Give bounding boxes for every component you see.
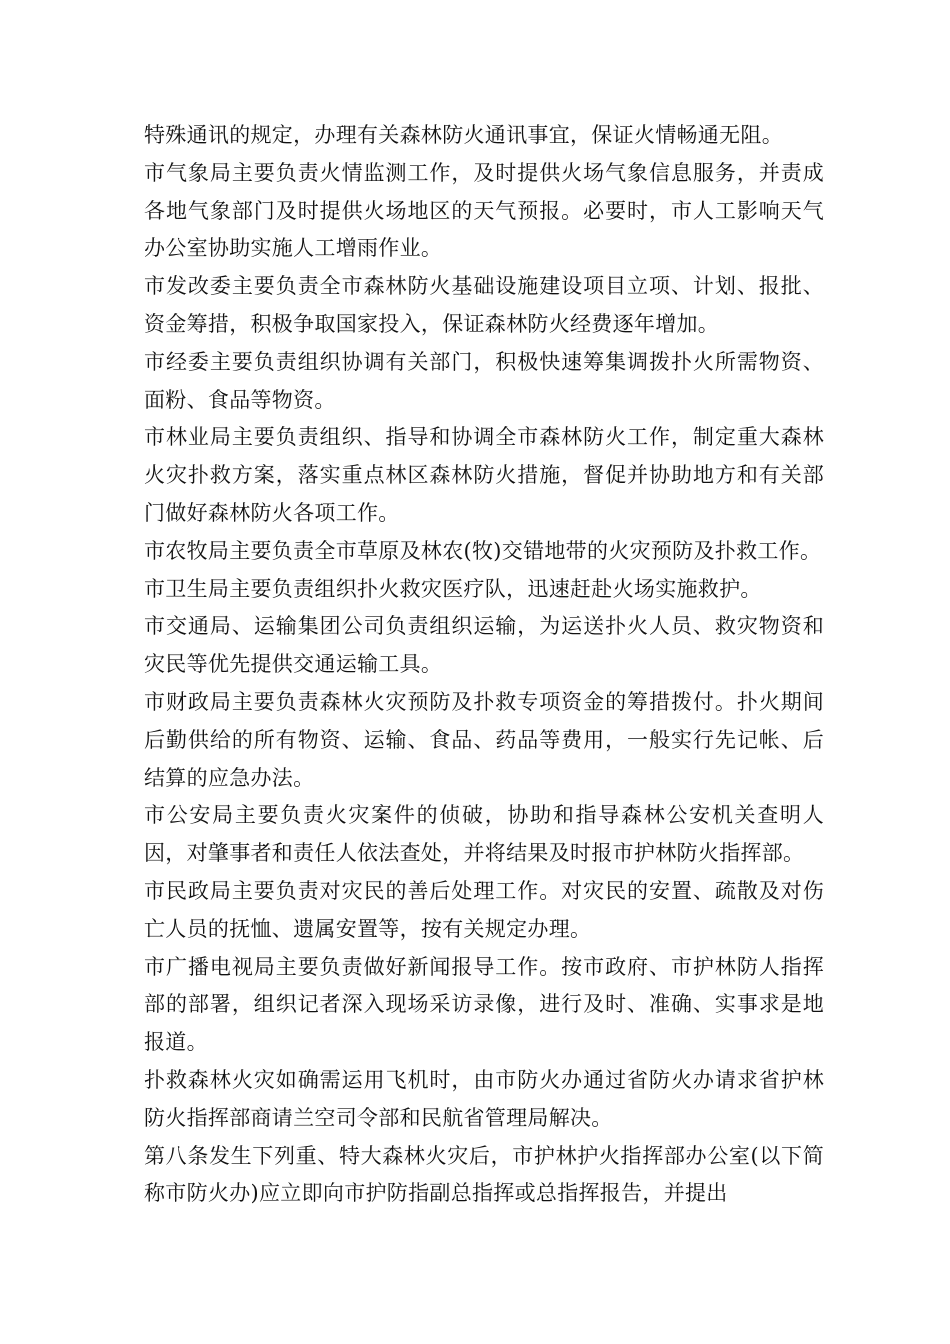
paragraph-economic-commission: 市经委主要负责组织协调有关部门，积极快速筹集调拨扑火所需物资、面粉、食品等物资。 <box>144 349 824 412</box>
paragraph-finance-bureau: 市财政局主要负责森林火灾预防及扑救专项资金的筹措拨付。扑火期间后勤供给的所有物资、运输、食品、药品等费用，一般实行先记帐、后结算的应急办法。 <box>144 689 824 790</box>
paragraph-forestry-bureau: 市林业局主要负责组织、指导和协调全市森林防火工作，制定重大森林火灾扑救方案，落实重点林区森林防火措施，督促并协助地方和有关部门做好森林防火各项工作。 <box>144 425 824 525</box>
paragraph-development-commission: 市发改委主要负责全市森林防火基础设施建设项目立项、计划、报批、资金筹措，积极争取国家投入，保证森林防火经费逐年增加。 <box>144 274 824 336</box>
paragraph-public-security-bureau: 市公安局主要负责火灾案件的侦破，协助和指导森林公安机关查明人因，对肇事者和责任人依法查处，并将结果及时报市护林防火指挥部。 <box>144 803 824 866</box>
paragraph-transport-bureau: 市交通局、运输集团公司负责组织运输，为运送扑火人员、救灾物资和灾民等优先提供交通运输工具。 <box>144 614 824 677</box>
document-body <box>144 117 824 1213</box>
paragraph-agriculture-bureau: 市农牧局主要负责全市草原及林农(牧)交错地带的火灾预防及扑救工作。 <box>144 538 822 563</box>
paragraph-broadcasting-bureau: 市广播电视局主要负责做好新闻报导工作。按市政府、市护林防人指挥部的部署，组织记者深入现场采访录像，进行及时、准确、实事求是地报道。 <box>144 954 824 1055</box>
paragraph-comms: 特殊通讯的规定，办理有关森林防火通讯事宜，保证火情畅通无阻。 <box>144 123 783 147</box>
paragraph-civil-affairs-bureau: 市民政局主要负责对灾民的善后处理工作。对灾民的安置、疏散及对伤亡人员的抚恤、遗属安置等，按有关规定办理。 <box>144 878 824 941</box>
paragraph-article-eight: 第八条发生下列重、特大森林火灾后，市护林护火指挥部办公室(以下简称市防火办)应立即向市护防指副总指挥或总指挥报告，并提出 <box>144 1143 824 1206</box>
paragraph-weather-bureau: 市气象局主要负责火情监测工作，及时提供火场气象信息服务，并责成各地气象部门及时提供火场地区的天气预报。必要时，市人工影响天气办公室协助实施人工增雨作业。 <box>144 160 824 261</box>
paragraph-health-bureau: 市卫生局主要负责组织扑火救灾医疗队，迅速赶赴火场实施救护。 <box>144 576 762 601</box>
paragraph-aircraft-request: 扑救森林火灾如确需运用飞机时，由市防火办通过省防火办请求省护林防火指挥部商请兰空司令部和民航省管理局解决。 <box>144 1067 824 1130</box>
